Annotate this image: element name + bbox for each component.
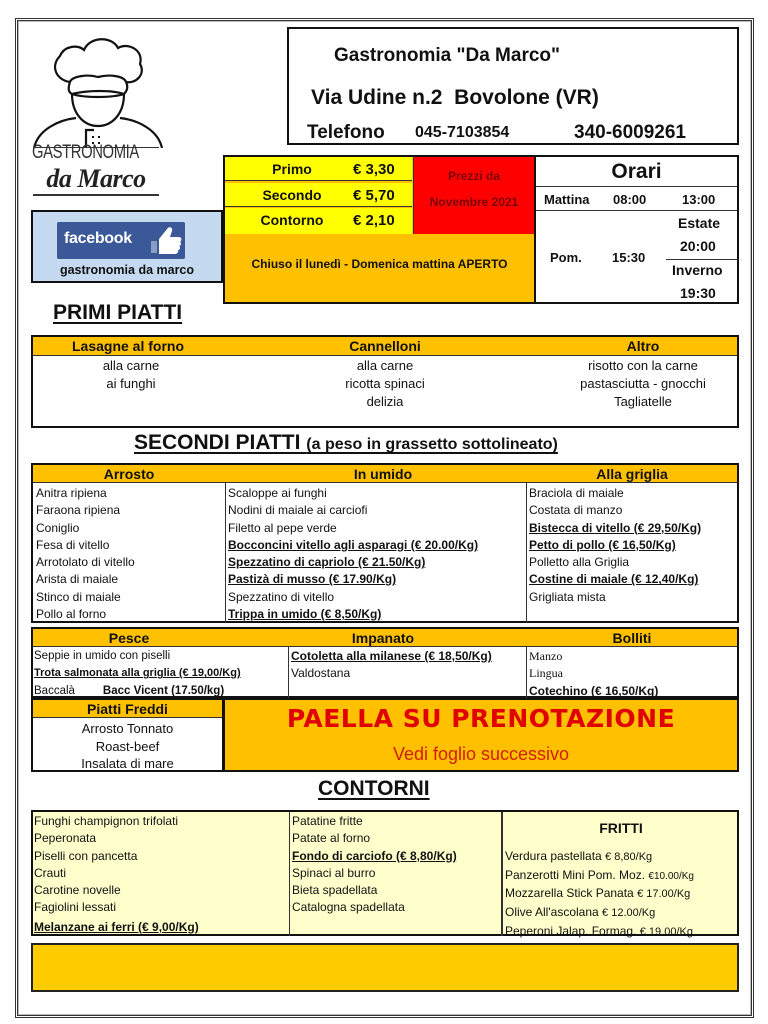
fried-item [505,923,694,942]
dish-price: € 17.00/Kg [637,888,691,900]
freddi-list [33,720,222,773]
morning-open: 08:00 [613,192,647,207]
primi-header-row [33,337,737,356]
secondi-title [134,431,558,455]
dish: Seppie in umido con piselli [34,650,171,662]
contorni-col2 [292,813,457,917]
dish: Pollo al forno [36,607,107,622]
dish: Filetto al pepe verde [228,520,337,535]
dish: pastasciutta - gnocchi [580,376,706,391]
dish: Polletto alla Griglia [529,555,630,570]
col-header: Arrosto [103,466,155,482]
morning-close: 13:00 [682,192,716,207]
winter-label: Inverno [672,262,723,278]
shop-address: Via Udine n.2 Bovolone (VR) [311,86,599,109]
dish: Tagliatelle [614,394,672,409]
paella-banner [223,698,739,772]
dish: alla carne [356,358,414,373]
impanato-col [291,648,492,683]
col-header: Impanato [351,630,415,646]
dish: Spinaci al burro [292,865,376,880]
price-label: Secondo [262,187,322,203]
facebook-button[interactable] [57,222,185,259]
fried-item [505,848,694,867]
secondi-header-row [33,465,737,483]
hours-title: Orari [536,157,737,187]
dish-by-weight: Cotechino (€ 16,50/Kg) [529,683,659,698]
dish-price: € 19.00/Kg [639,926,693,938]
secondi-subtitle: (a peso in grassetto sottolineato) [306,436,558,453]
dish-by-weight: Cotoletta alla milanese (€ 18,50/Kg) [291,649,492,663]
contorni-title: CONTORNI [318,777,430,800]
dish: risotto con la carne [588,358,698,373]
dish: Baccalà [34,684,75,697]
facebook-label: facebook [64,230,132,247]
season-divider [666,259,738,260]
dish: Braciola di maiale [529,486,624,500]
dish-by-weight: Bistecca di vitello (€ 29,50/Kg) [529,520,702,535]
dish-by-weight: Spezzatino di capriolo (€ 21.50/Kg) [228,555,426,570]
dish: Olive All'ascolana [505,904,599,919]
fried-item [505,867,694,886]
dish: Peperoni Jalap. Formag. [505,924,637,938]
winter-close: 19:30 [680,285,716,301]
pesce-table [31,627,739,698]
dish: Insalata di mare [81,756,174,771]
dish-price: € 8,80/Kg [605,851,653,863]
afternoon-label: Pom. [550,250,582,265]
closing-days-note: Chiuso il lunedì - Domenica mattina APERTO [251,257,508,271]
chef-icon [28,30,168,148]
col-divider [289,812,290,936]
primi-title: PRIMI PIATTI [53,301,183,324]
dish: Patatine fritte [292,814,363,828]
logo [28,30,168,200]
fried-item [505,904,694,923]
col-header: Altro [626,338,660,354]
fritti-list [505,848,694,942]
price-value: € 3,30 [353,161,395,178]
col-divider [526,647,527,698]
col-header: Bolliti [612,630,652,646]
dish: ricotta spinaci [345,376,425,391]
summer-close: 20:00 [680,238,716,254]
dish: Verdura pastellata [505,849,602,863]
dish: Carotine novelle [34,883,121,898]
primi-col-altro [543,357,743,411]
col-header: Cannelloni [349,338,421,354]
logo-wordmark: GASTRONOMIA [32,142,139,163]
price-value: € 5,70 [353,187,395,204]
dish: Arrosto Tonnato [81,721,174,736]
contorni-col1 [34,813,199,936]
dish-by-weight: Costine di maiale (€ 12,40/Kg) [529,572,699,587]
dish: Crauti [34,865,67,880]
dish: Arista di maiale [36,572,119,587]
dish-by-weight: Melanzane ai ferri (€ 9,00/Kg) [34,919,199,934]
phone-landline[interactable]: 045-7103854 [415,124,510,141]
dish: Fesa di vitello [36,537,110,552]
contorni-table [31,810,739,936]
facebook-page-name: gastronomia da marco [59,263,195,277]
dish: Lingua [529,666,563,681]
dish: Coniglio [36,520,80,535]
price-value: € 2,10 [353,212,395,229]
dish: Panzerotti Mini Pom. Moz. [505,867,646,882]
contact-box [287,27,739,145]
primi-col-lasagne [33,357,229,393]
dish: delizia [366,394,404,409]
col-header: Lasagne al forno [71,338,185,354]
dish: Bieta spadellata [292,883,378,898]
dish: Funghi champignon trifolati [34,814,179,828]
dish: Faraona ripiena [36,503,121,518]
primi-table [31,335,739,428]
secondi-col-arrosto [36,485,135,623]
secondi-col-griglia [529,485,701,606]
dish-by-weight: Fondo di carciofo (€ 8,80/Kg) [292,848,457,863]
dish: Nodini di maiale ai carciofi [228,503,368,518]
logo-script: da Marco [46,164,146,193]
prices-since-line2: Novembre 2021 [429,195,519,209]
dish: Costata di manzo [529,503,623,518]
dish: Spezzatino di vitello [228,589,335,604]
dish-price: €10.00/Kg [648,870,694,882]
dish: Valdostana [291,666,351,681]
footer-bar [31,943,739,992]
col-divider [225,483,226,623]
price-row-secondo [225,183,412,207]
dish: Grigliata mista [529,589,606,604]
dish: Mozzarella Stick Panata [505,886,634,900]
opening-hours [535,155,739,304]
dish-by-weight: Trota salmonata alla griglia (€ 19,00/Kg) [34,667,241,680]
pesce-header-row [33,629,737,647]
dish-by-weight: Trippa in umido (€ 8,50/Kg) [228,607,382,622]
hours-afternoon-row [536,212,737,304]
shop-name: Gastronomia "Da Marco" [334,45,561,66]
pesce-col [34,648,241,700]
logo-underline [33,194,159,196]
phone-label: Telefono [307,122,385,143]
dish: Stinco di maiale [36,589,121,604]
dish: Anitra ripiena [36,486,107,500]
fried-item [505,885,694,904]
summer-label: Estate [678,215,721,231]
afternoon-open: 15:30 [612,250,646,265]
col-header: Alla griglia [596,466,668,482]
paella-subtitle: Vedi foglio successivo [392,744,570,764]
dish: ai funghi [106,376,156,391]
col-divider [526,483,527,623]
bolliti-col [529,648,658,700]
facebook-box[interactable] [31,210,223,283]
prices-since-badge [413,157,534,234]
dish: Arrotolato di vitello [36,555,135,570]
dish-extra: Bacc Vicent (17.50/kg) [102,684,225,697]
freddi-header: Piatti Freddi [33,700,222,718]
price-label: Primo [272,161,312,177]
hours-morning-row [536,187,737,211]
col-divider [288,647,289,698]
dish: Roast-beef [95,738,160,754]
col-header: In umido [353,466,413,482]
price-row-contorno [225,208,412,234]
dish: Patate al forno [292,831,371,846]
dish: Scaloppe ai funghi [228,486,327,500]
dish: Fagiolini lessati [34,900,117,915]
dish-by-weight: Pastizà di musso (€ 17.90/Kg) [228,572,397,587]
secondi-table [31,463,739,623]
col-header: Pesce [108,630,150,646]
secondi-title-main: SECONDI PIATTI [134,431,301,454]
dish-by-weight: Bocconcini vitello agli asparagi (€ 20.00/Kg) [228,537,479,552]
secondi-col-umido [228,485,478,623]
primi-col-cannelloni [285,357,485,411]
thumbs-up-icon [149,225,183,255]
freddi-table [31,698,224,772]
phone-mobile[interactable]: 340-6009261 [574,122,686,143]
price-row-primo [225,157,412,181]
prices-since-line1: Prezzi da [447,169,501,183]
price-label: Contorno [260,212,324,228]
fritti-header: FRITTI [599,820,643,836]
dish: Piselli con pancetta [34,848,138,863]
dish-price: € 12.00/Kg [602,906,656,919]
dish: Manzo [529,649,563,663]
dish: Peperonata [34,831,97,846]
dish-by-weight: Petto di pollo (€ 16,50/Kg) [529,537,676,552]
price-box [223,155,536,304]
dish: Catalogna spadellata [292,900,405,915]
dish: alla carne [102,358,160,373]
morning-label: Mattina [544,192,590,207]
paella-title: PAELLA SU PRENOTAZIONE [286,704,676,733]
